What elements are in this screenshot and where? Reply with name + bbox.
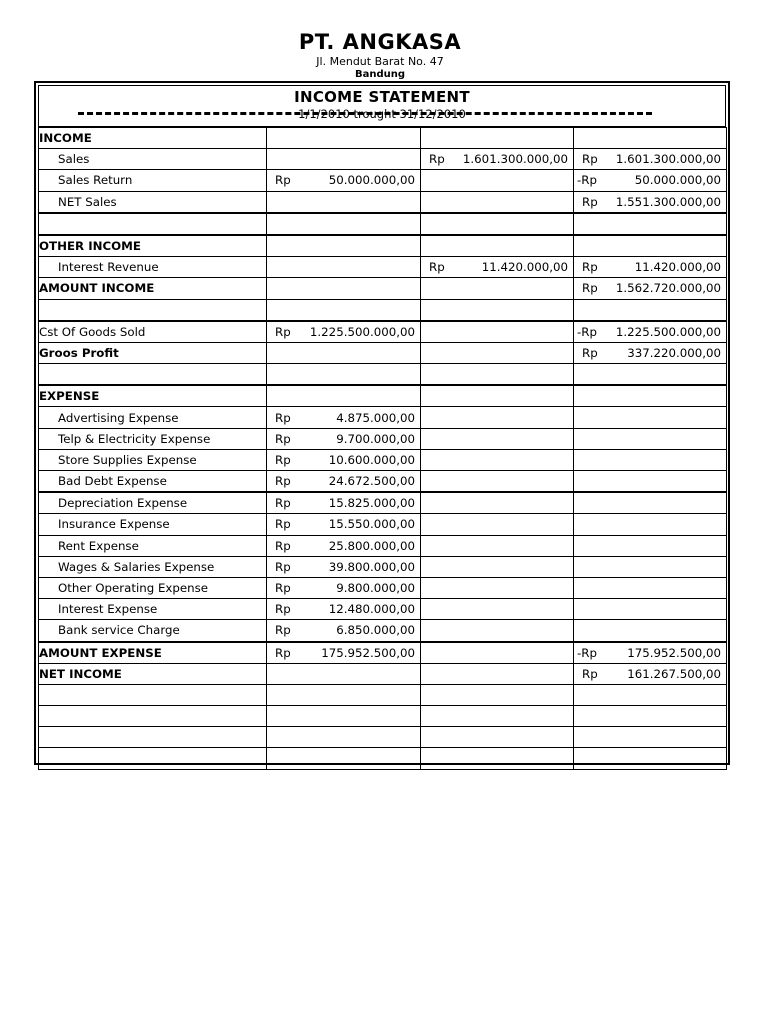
row-label: Wages & Salaries Expense [39,556,267,577]
amount-value: 161.267.500,00 [627,666,721,681]
table-row [39,235,727,257]
amount-cell-c2 [267,535,421,556]
money-value [574,173,726,187]
currency-symbol: Rp [275,431,291,446]
amount-cell-c2 [267,514,421,535]
money-value [574,195,726,209]
amount-value: 1.225.500.000,00 [309,324,415,339]
amount-cell-c4 [574,449,727,470]
amount-cell-c3 [421,235,574,257]
amount-cell-c3 [421,514,574,535]
amount-cell-c2 [267,364,421,386]
amount-cell-c2 [267,428,421,449]
currency-symbol: -Rp [577,173,597,188]
row-label [39,748,267,769]
amount-cell-c3 [421,257,574,278]
amount-cell-c4 [574,492,727,514]
money-value [267,581,420,595]
amount-cell-c2 [267,748,421,769]
statement-title-box [38,85,726,127]
table-row [39,748,727,769]
amount-cell-c3 [421,471,574,493]
amount-cell-c4 [574,428,727,449]
amount-cell-c4 [574,599,727,620]
amount-cell-c4 [574,257,727,278]
amount-value: 12.480.000,00 [328,602,415,617]
table-row [39,620,727,642]
amount-value: 11.420.000,00 [481,260,568,275]
amount-value: 1.562.720.000,00 [615,281,721,296]
row-label: NET Sales [39,191,267,213]
currency-symbol: Rp [275,173,291,188]
amount-cell-c4 [574,170,727,191]
currency-symbol: Rp [275,559,291,574]
money-value [574,325,726,339]
amount-cell-c3 [421,684,574,705]
row-label: AMOUNT INCOME [39,278,267,299]
statement-title: INCOME STATEMENT [294,88,470,106]
row-label: Sales Return [39,170,267,191]
amount-value: 24.672.500,00 [328,474,415,489]
amount-cell-c2 [267,407,421,428]
table-row [39,321,727,343]
amount-value: 39.800.000,00 [328,559,415,574]
amount-cell-c2 [267,149,421,170]
row-label: Bank service Charge [39,620,267,642]
amount-cell-c4 [574,385,727,407]
row-label: AMOUNT EXPENSE [39,642,267,664]
amount-cell-c4 [574,213,727,235]
amount-cell-c4 [574,514,727,535]
row-label: NET INCOME [39,663,267,684]
amount-cell-c4 [574,748,727,769]
money-value [267,325,420,339]
amount-value: 6.850.000,00 [336,623,415,638]
table-row [39,299,727,321]
amount-cell-c3 [421,535,574,556]
amount-cell-c4 [574,620,727,642]
amount-cell-c4 [574,471,727,493]
amount-value: 1.601.300.000,00 [615,152,721,167]
amount-cell-c2 [267,577,421,598]
table-row [39,364,727,386]
company-city: Bandung [354,69,406,80]
table-row [39,342,727,363]
amount-cell-c4 [574,278,727,299]
amount-cell-c2 [267,471,421,493]
amount-cell-c4 [574,149,727,170]
row-label: Other Operating Expense [39,577,267,598]
amount-cell-c4 [574,342,727,363]
amount-cell-c3 [421,278,574,299]
amount-cell-c3 [421,364,574,386]
currency-symbol: Rp [582,345,598,360]
amount-cell-c3 [421,492,574,514]
amount-cell-c4 [574,535,727,556]
table-row [39,191,727,213]
row-label [39,213,267,235]
row-label: Rent Expense [39,535,267,556]
amount-cell-c2 [267,642,421,664]
amount-cell-c4 [574,321,727,343]
amount-cell-c3 [421,385,574,407]
row-label [39,684,267,705]
amount-cell-c2 [267,684,421,705]
amount-value: 50.000.000,00 [328,173,415,188]
table-row [39,213,727,235]
currency-symbol: Rp [275,602,291,617]
amount-cell-c2 [267,191,421,213]
amount-cell-c2 [267,492,421,514]
table-row [39,128,727,149]
amount-cell-c4 [574,299,727,321]
currency-symbol: Rp [275,410,291,425]
table-row [39,492,727,514]
amount-cell-c3 [421,321,574,343]
amount-cell-c2 [267,449,421,470]
amount-cell-c2 [267,727,421,748]
dashed-divider [78,112,652,115]
amount-cell-c4 [574,364,727,386]
amount-cell-c4 [574,556,727,577]
table-row [39,706,727,727]
currency-symbol: -Rp [577,645,597,660]
amount-cell-c2 [267,556,421,577]
money-value [267,560,420,574]
amount-cell-c4 [574,706,727,727]
company-name: PT. ANGKASA [298,30,462,54]
table-row [39,278,727,299]
row-label: Bad Debt Expense [39,471,267,493]
amount-cell-c2 [267,342,421,363]
table-row [39,727,727,748]
table-row [39,514,727,535]
money-value [267,432,420,446]
amount-cell-c2 [267,257,421,278]
amount-cell-c3 [421,299,574,321]
table-row [39,663,727,684]
table-row [39,257,727,278]
amount-cell-c4 [574,727,727,748]
amount-value: 175.952.500,00 [321,645,415,660]
amount-cell-c4 [574,128,727,149]
amount-cell-c3 [421,128,574,149]
amount-cell-c3 [421,149,574,170]
row-label: Sales [39,149,267,170]
money-value [574,646,726,660]
amount-cell-c2 [267,599,421,620]
currency-symbol: Rp [275,517,291,532]
amount-cell-c2 [267,663,421,684]
income-statement-table [38,127,727,770]
amount-cell-c4 [574,663,727,684]
amount-cell-c3 [421,428,574,449]
row-label [39,727,267,748]
amount-cell-c2 [267,170,421,191]
statement-body [39,128,727,770]
row-label: Insurance Expense [39,514,267,535]
currency-symbol: Rp [275,474,291,489]
money-value [421,152,573,166]
amount-cell-c4 [574,577,727,598]
money-value [267,517,420,531]
row-label: Interest Expense [39,599,267,620]
table-row [39,407,727,428]
currency-symbol: Rp [582,666,598,681]
money-value [574,260,726,274]
row-label: Store Supplies Expense [39,449,267,470]
amount-cell-c3 [421,191,574,213]
amount-value: 175.952.500,00 [627,645,721,660]
currency-symbol: Rp [275,324,291,339]
money-value [267,623,420,637]
currency-symbol: -Rp [577,324,597,339]
row-label: Interest Revenue [39,257,267,278]
table-row [39,149,727,170]
amount-cell-c3 [421,170,574,191]
amount-cell-c2 [267,706,421,727]
money-value [574,346,726,360]
amount-cell-c4 [574,684,727,705]
money-value [574,281,726,295]
amount-value: 11.420.000,00 [634,260,721,275]
currency-symbol: Rp [275,581,291,596]
row-label: Telp & Electricity Expense [39,428,267,449]
amount-value: 337.220.000,00 [627,345,721,360]
table-row [39,449,727,470]
amount-value: 10.600.000,00 [328,452,415,467]
table-row [39,428,727,449]
amount-cell-c3 [421,449,574,470]
amount-cell-c3 [421,599,574,620]
amount-cell-c4 [574,235,727,257]
amount-cell-c2 [267,278,421,299]
row-label: OTHER INCOME [39,235,267,257]
row-label: Depreciation Expense [39,492,267,514]
row-label: Groos Profit [39,342,267,363]
table-row [39,535,727,556]
amount-cell-c2 [267,128,421,149]
row-label [39,364,267,386]
amount-cell-c2 [267,620,421,642]
table-row [39,170,727,191]
amount-cell-c2 [267,321,421,343]
money-value [421,260,573,274]
money-value [267,474,420,488]
amount-cell-c3 [421,663,574,684]
amount-cell-c3 [421,577,574,598]
currency-symbol: Rp [582,281,598,296]
amount-value: 15.550.000,00 [328,517,415,532]
currency-symbol: Rp [582,260,598,275]
amount-cell-c3 [421,213,574,235]
amount-cell-c2 [267,385,421,407]
row-label [39,299,267,321]
statement-period: 1/1/2010 trought 31/12/2010 [298,107,466,121]
money-value [267,602,420,616]
amount-value: 9.700.000,00 [336,431,415,446]
row-label: Advertising Expense [39,407,267,428]
amount-cell-c3 [421,727,574,748]
amount-cell-c4 [574,407,727,428]
table-row [39,385,727,407]
amount-cell-c2 [267,235,421,257]
currency-symbol: Rp [275,496,291,511]
amount-value: 4.875.000,00 [336,410,415,425]
money-value [574,667,726,681]
money-value [267,411,420,425]
amount-value: 15.825.000,00 [328,496,415,511]
amount-cell-c3 [421,620,574,642]
currency-symbol: Rp [275,645,291,660]
amount-value: 25.800.000,00 [328,538,415,553]
currency-symbol: Rp [582,194,598,209]
currency-symbol: Rp [429,152,445,167]
table-row [39,599,727,620]
row-label: INCOME [39,128,267,149]
money-value [574,152,726,166]
amount-cell-c3 [421,342,574,363]
amount-cell-c4 [574,642,727,664]
table-row [39,471,727,493]
amount-value: 9.800.000,00 [336,581,415,596]
amount-value: 1.551.300.000,00 [615,194,721,209]
amount-cell-c2 [267,299,421,321]
money-value [267,453,420,467]
row-label: EXPENSE [39,385,267,407]
row-label: Cst Of Goods Sold [39,321,267,343]
money-value [267,496,420,510]
money-value [267,539,420,553]
currency-symbol: Rp [582,152,598,167]
table-row [39,577,727,598]
amount-value: 1.601.300.000,00 [462,152,568,167]
table-row [39,684,727,705]
money-value [267,173,420,187]
amount-cell-c2 [267,213,421,235]
company-address: Jl. Mendut Barat No. 47 [316,55,444,68]
amount-cell-c3 [421,748,574,769]
amount-cell-c4 [574,191,727,213]
row-label [39,706,267,727]
currency-symbol: Rp [275,452,291,467]
currency-symbol: Rp [275,538,291,553]
currency-symbol: Rp [429,260,445,275]
amount-value: 1.225.500.000,00 [615,324,721,339]
currency-symbol: Rp [275,623,291,638]
amount-cell-c3 [421,407,574,428]
amount-value: 50.000.000,00 [634,173,721,188]
amount-cell-c3 [421,706,574,727]
table-row [39,642,727,664]
money-value [267,646,420,660]
amount-cell-c3 [421,642,574,664]
amount-cell-c3 [421,556,574,577]
table-row [39,556,727,577]
